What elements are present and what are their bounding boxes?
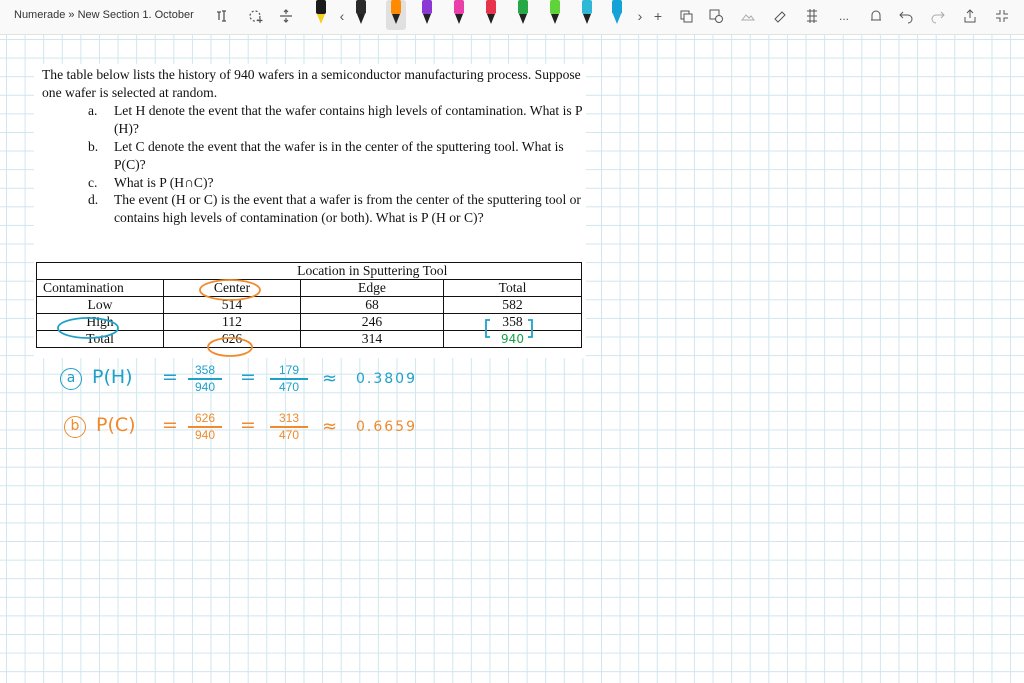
answer-label: a bbox=[60, 368, 82, 390]
fraction bbox=[270, 412, 308, 442]
pen-red[interactable] bbox=[484, 0, 498, 30]
pen-green[interactable] bbox=[516, 0, 530, 30]
table-cell: 514 bbox=[164, 297, 301, 314]
denominator: 940 bbox=[194, 379, 216, 394]
table-cell: 246 bbox=[301, 314, 444, 331]
column-header: Center bbox=[164, 280, 301, 297]
table-cell: 68 bbox=[301, 297, 444, 314]
table-cell: 582 bbox=[444, 297, 582, 314]
fraction bbox=[270, 364, 308, 394]
pen-dark[interactable] bbox=[354, 0, 368, 30]
problem-intro: The table below lists the history of 940 wafers in a semiconductor manufacturing process. Suppose one wafer is selected at random. bbox=[42, 67, 581, 100]
question-label: c. bbox=[88, 175, 98, 190]
more-pens-right-icon[interactable]: › bbox=[637, 8, 643, 24]
table-cell: High bbox=[37, 314, 164, 331]
answer-result: 0.3809 bbox=[356, 371, 417, 387]
insert-space-icon[interactable] bbox=[276, 6, 296, 26]
toolbar bbox=[0, 0, 1024, 35]
pen-lime[interactable] bbox=[548, 0, 562, 30]
answer-expression: P(H) bbox=[92, 366, 133, 388]
undo-icon[interactable] bbox=[896, 6, 916, 26]
numerator: 358 bbox=[194, 363, 216, 377]
table-row bbox=[37, 331, 582, 348]
equals-sign: = bbox=[162, 414, 178, 436]
insert-image-icon[interactable] bbox=[738, 6, 758, 26]
breadcrumb[interactable]: Numerade » New Section 1. October bbox=[14, 9, 194, 21]
column-header: Contamination bbox=[37, 280, 164, 297]
equals-sign: = bbox=[240, 366, 256, 388]
denominator: 940 bbox=[194, 427, 216, 442]
equals-sign: = bbox=[162, 366, 178, 388]
share-icon[interactable] bbox=[960, 6, 980, 26]
more-pens-left-icon[interactable]: ‹ bbox=[339, 8, 345, 24]
table-row bbox=[37, 297, 582, 314]
approx-sign: ≈ bbox=[322, 416, 338, 437]
table-cell: 314 bbox=[301, 331, 444, 348]
ruler-icon[interactable] bbox=[802, 6, 822, 26]
table-cell: 626 bbox=[164, 331, 301, 348]
pen-pink[interactable] bbox=[452, 0, 466, 30]
numerator: 313 bbox=[278, 411, 300, 425]
ink-replay-icon[interactable] bbox=[866, 6, 886, 26]
redo-icon[interactable] bbox=[928, 6, 948, 26]
contamination-table bbox=[36, 262, 582, 348]
table-header-row bbox=[37, 280, 582, 297]
denominator: 470 bbox=[278, 427, 300, 442]
answer-expression: P(C) bbox=[96, 414, 136, 436]
table-cell: 358 bbox=[444, 314, 582, 331]
answer-label: b bbox=[64, 416, 86, 438]
column-header: Total bbox=[444, 280, 582, 297]
pen-black[interactable] bbox=[314, 0, 328, 30]
approx-sign: ≈ bbox=[322, 368, 338, 389]
equals-sign: = bbox=[240, 414, 256, 436]
question-text: What is P (H∩C)? bbox=[114, 175, 214, 190]
fraction bbox=[188, 412, 222, 442]
more-icon[interactable]: ... bbox=[838, 9, 849, 23]
pen-orange-selected[interactable] bbox=[386, 0, 406, 30]
column-header: Edge bbox=[301, 280, 444, 297]
problem-sheet bbox=[34, 64, 586, 358]
question-text: The event (H or C) is the event that a wafer is from the center of the sputtering tool or contains high levels of contamination (or both). What is P (H or C)? bbox=[114, 192, 581, 225]
add-pen-icon[interactable]: + bbox=[653, 8, 663, 24]
shapes-icon[interactable] bbox=[706, 6, 726, 26]
fullscreen-icon[interactable] bbox=[992, 6, 1012, 26]
copy-icon[interactable] bbox=[676, 6, 696, 26]
numerator: 626 bbox=[194, 411, 216, 425]
table-row bbox=[37, 314, 582, 331]
eraser-icon[interactable] bbox=[770, 6, 790, 26]
table-cell: 112 bbox=[164, 314, 301, 331]
question-label: a. bbox=[88, 103, 98, 118]
table-row bbox=[37, 263, 582, 280]
lasso-select-icon[interactable] bbox=[214, 6, 234, 26]
pen-purple[interactable] bbox=[420, 0, 434, 30]
numerator: 179 bbox=[278, 363, 300, 377]
table-cell: Low bbox=[37, 297, 164, 314]
pen-blue[interactable] bbox=[610, 0, 624, 30]
question-text: Let C denote the event that the wafer is in the center of the sputtering tool. What is P(C)? bbox=[114, 139, 564, 172]
table-cell-total-annotated: 940 bbox=[444, 331, 582, 348]
fraction bbox=[188, 364, 222, 394]
question-label: d. bbox=[88, 192, 99, 207]
group-header: Location in Sputtering Tool bbox=[164, 263, 582, 280]
answer-result: 0.6659 bbox=[356, 419, 417, 435]
question-text: Let H denote the event that the wafer contains high levels of contamination. What is P (H)? bbox=[114, 103, 583, 136]
add-space-icon[interactable] bbox=[246, 6, 266, 26]
question-label: b. bbox=[88, 139, 99, 154]
table-cell: Total bbox=[37, 331, 164, 348]
pen-cyan[interactable] bbox=[580, 0, 594, 30]
denominator: 470 bbox=[278, 379, 300, 394]
